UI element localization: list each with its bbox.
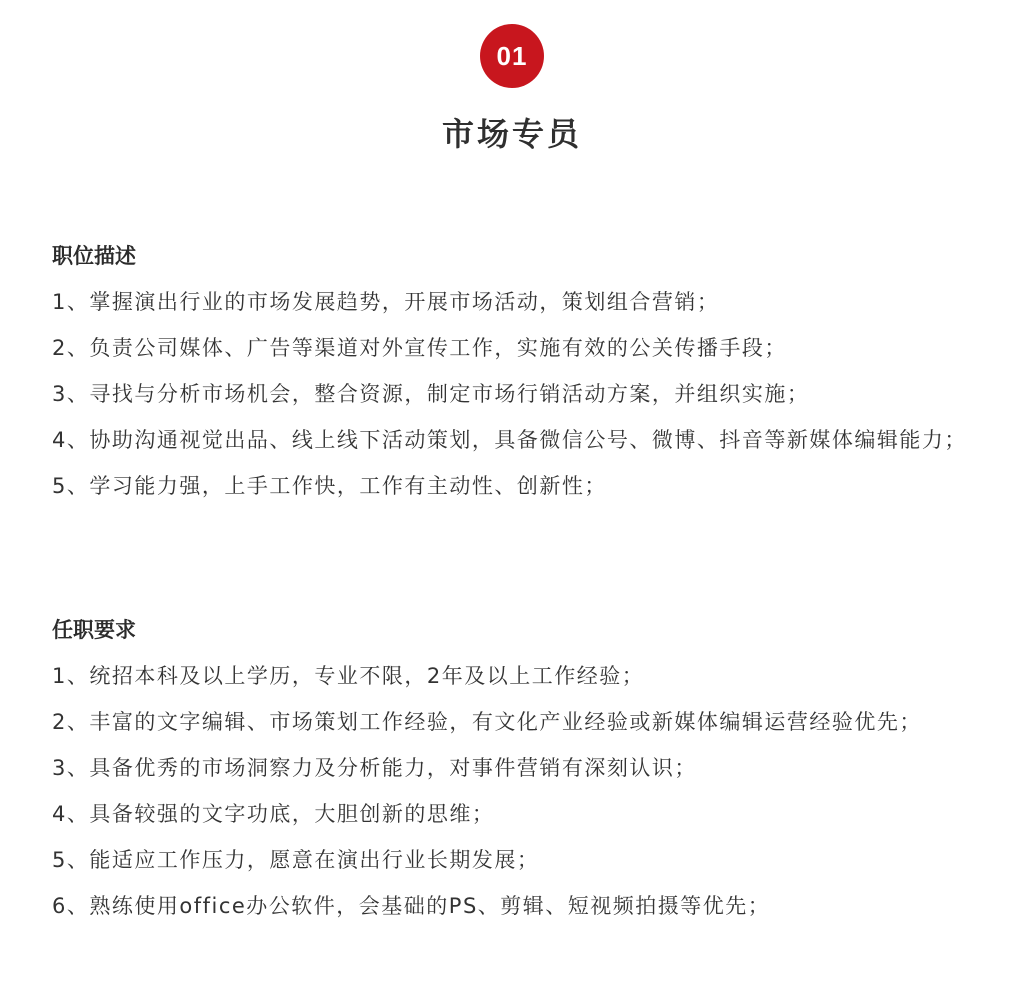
- list-item: 5、学习能力强，上手工作快，工作有主动性、创新性；: [52, 474, 607, 498]
- section-number-badge: 01: [480, 24, 544, 88]
- job-requirements-list: [52, 653, 982, 929]
- list-item: 5、能适应工作压力，愿意在演出行业长期发展；: [52, 848, 540, 872]
- job-description-section: [52, 233, 982, 509]
- list-item: 4、协助沟通视觉出品、线上线下活动策划，具备微信公号、微博、抖音等新媒体编辑能力；: [52, 428, 967, 452]
- list-item: 6、熟练使用office办公软件，会基础的PS、剪辑、短视频拍摄等优先；: [52, 894, 771, 918]
- list-item: 4、具备较强的文字功底，大胆创新的思维；: [52, 802, 495, 826]
- page-title: 市场专员: [441, 115, 582, 153]
- list-item: 3、寻找与分析市场机会，整合资源，制定市场行销活动方案，并组织实施；: [52, 382, 810, 406]
- job-description-heading: 职位描述: [52, 244, 136, 268]
- list-item: 2、负责公司媒体、广告等渠道对外宣传工作，实施有效的公关传播手段；: [52, 336, 787, 360]
- list-item: 3、具备优秀的市场洞察力及分析能力，对事件营销有深刻认识；: [52, 756, 697, 780]
- list-item: 2、丰富的文字编辑、市场策划工作经验，有文化产业经验或新媒体编辑运营经验优先；: [52, 710, 922, 734]
- list-item: 1、掌握演出行业的市场发展趋势，开展市场活动，策划组合营销；: [52, 290, 720, 314]
- list-item: 1、统招本科及以上学历，专业不限，2年及以上工作经验；: [52, 664, 645, 688]
- job-requirements-heading: 任职要求: [52, 618, 136, 642]
- job-requirements-section: [52, 607, 982, 929]
- job-description-list: [52, 279, 982, 509]
